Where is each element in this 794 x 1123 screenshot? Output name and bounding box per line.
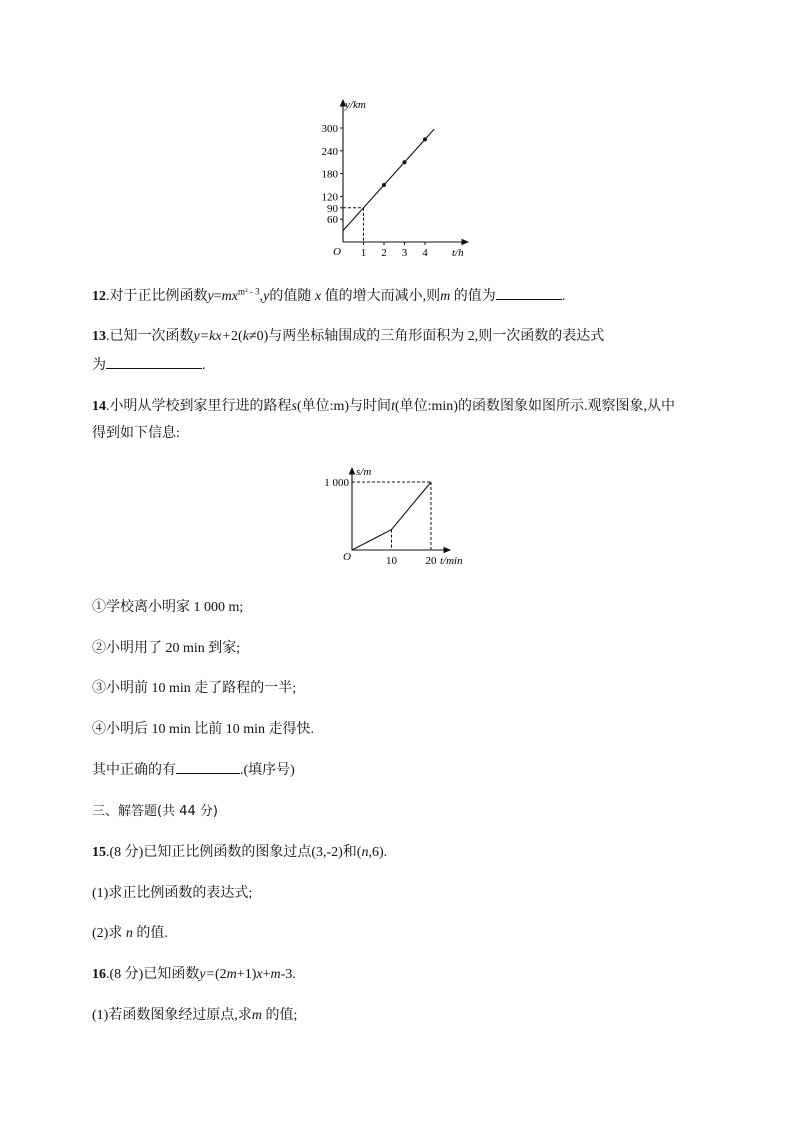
- y-axis-label: s/m: [356, 466, 372, 478]
- y-tick-label: 90: [327, 202, 338, 215]
- question-text: (2)求: [92, 926, 123, 941]
- math-expr: (2: [215, 967, 227, 982]
- question-text: .小明从学校到家里行进的路程: [106, 399, 292, 414]
- math-var: x: [256, 967, 263, 982]
- distance-time-chart: [300, 92, 490, 264]
- x-axis-label: t/min: [440, 555, 463, 567]
- question-text: 的值.: [136, 926, 168, 941]
- math-var: t: [391, 399, 395, 414]
- origin-label: O: [333, 246, 341, 258]
- question-text: 值的增大而减小,则: [324, 289, 441, 304]
- question-text: 的值;: [265, 1008, 298, 1023]
- y-tick-label: 120: [321, 191, 338, 204]
- math-expr: -3.: [280, 967, 296, 982]
- math-var: n: [125, 926, 133, 941]
- y-axis-label: y/km: [345, 99, 366, 111]
- data-point: [403, 160, 407, 164]
- math-var: m: [440, 289, 451, 304]
- question-text: 其中正确的有: [92, 763, 176, 778]
- question-16: [92, 963, 296, 983]
- data-point: [382, 183, 386, 187]
- math-var: y: [207, 289, 214, 304]
- question-16-part1: [92, 1004, 297, 1024]
- math-op: =: [213, 289, 222, 304]
- answer-blank[interactable]: [106, 354, 202, 369]
- walking-distance-chart: [316, 462, 476, 572]
- question-text: (单位:min)的函数图象如图所示.观察图象,从中: [394, 399, 675, 414]
- math-var: mx: [221, 289, 238, 304]
- y-tick-label: 1 000: [324, 477, 349, 489]
- question-14-line2: [92, 422, 180, 442]
- question-13: [92, 325, 604, 345]
- question-text: .(填序号): [240, 763, 295, 778]
- question-number: 15: [92, 845, 106, 860]
- x-tick-label: 2: [381, 247, 387, 259]
- question-text: .(8 分)已知函数: [106, 967, 200, 982]
- question-number: 14: [92, 399, 106, 414]
- math-var: x: [314, 289, 322, 304]
- x-tick-label: 10: [386, 555, 397, 567]
- section-heading: 三、解答题(共 44 分): [92, 804, 218, 819]
- option-4: ④小明后 10 min 比前 10 min 走得快.: [92, 722, 315, 737]
- question-14: [92, 395, 675, 415]
- math-var: n: [361, 845, 369, 860]
- question-number: 12: [92, 289, 106, 304]
- math-var: y: [263, 289, 270, 304]
- question-text: .: [202, 358, 206, 373]
- answer-blank[interactable]: [176, 759, 240, 774]
- question-text: ,: [259, 289, 264, 304]
- math-op: +: [262, 967, 271, 982]
- question-14-ask: [92, 759, 295, 779]
- option-1: ①学校离小明家 1 000 m;: [92, 600, 244, 615]
- question-13-line2: [92, 354, 206, 374]
- x-tick-label: 20: [425, 555, 437, 567]
- question-12: [92, 285, 565, 305]
- distance-series-line: [343, 129, 434, 230]
- question-text: .对于正比例函数: [106, 289, 208, 304]
- question-text: .已知一次函数: [106, 329, 194, 344]
- x-tick-label: 3: [401, 247, 408, 259]
- math-var: m: [270, 967, 281, 982]
- question-text: 得到如下信息:: [92, 426, 180, 441]
- y-tick-label: 180: [321, 168, 338, 181]
- y-tick-label: 300: [321, 123, 338, 135]
- question-15-part1: (1)求正比例函数的表达式;: [92, 886, 253, 901]
- x-tick-label: 4: [422, 247, 428, 259]
- x-axis-label: t/h: [452, 247, 464, 259]
- question-15: [92, 841, 387, 861]
- exponent: m² - 3: [237, 286, 260, 297]
- option-3: ③小明前 10 min 走了路程的一半;: [92, 681, 297, 696]
- question-text: ,6).: [368, 845, 388, 860]
- math-expr: +1): [236, 967, 257, 982]
- question-number: 16: [92, 967, 106, 982]
- math-var: k: [242, 329, 249, 344]
- question-text: 的值为: [453, 289, 496, 304]
- question-15-part2: [92, 922, 168, 942]
- question-text: 为: [92, 358, 106, 373]
- question-text: ≠0)与两坐标轴围成的三角形面积为 2,则一次函数的表达式: [248, 329, 605, 344]
- math-var: m: [226, 967, 237, 982]
- x-tick-label: 1: [360, 247, 367, 259]
- question-number: 13: [92, 329, 106, 344]
- question-text: .(8 分)已知正比例函数的图象过点(3,-2)和(: [106, 845, 362, 860]
- question-text: (1)若函数图象经过原点,求: [92, 1008, 252, 1023]
- option-2: ②小明用了 20 min 到家;: [92, 641, 241, 656]
- question-text: (单位:m)与时间: [296, 399, 392, 414]
- math-var: s: [291, 399, 297, 414]
- math-expr: y=: [199, 967, 215, 982]
- math-expr: y=kx+: [193, 329, 232, 344]
- math-expr: 2(: [231, 329, 243, 344]
- data-point: [423, 137, 427, 141]
- y-tick-label: 240: [321, 145, 338, 158]
- question-text: .: [561, 289, 566, 304]
- origin-label: O: [343, 551, 351, 563]
- question-text: 的值随: [269, 289, 312, 304]
- y-tick-label: 60: [327, 214, 338, 227]
- math-var: m: [251, 1008, 262, 1023]
- answer-blank[interactable]: [496, 285, 562, 300]
